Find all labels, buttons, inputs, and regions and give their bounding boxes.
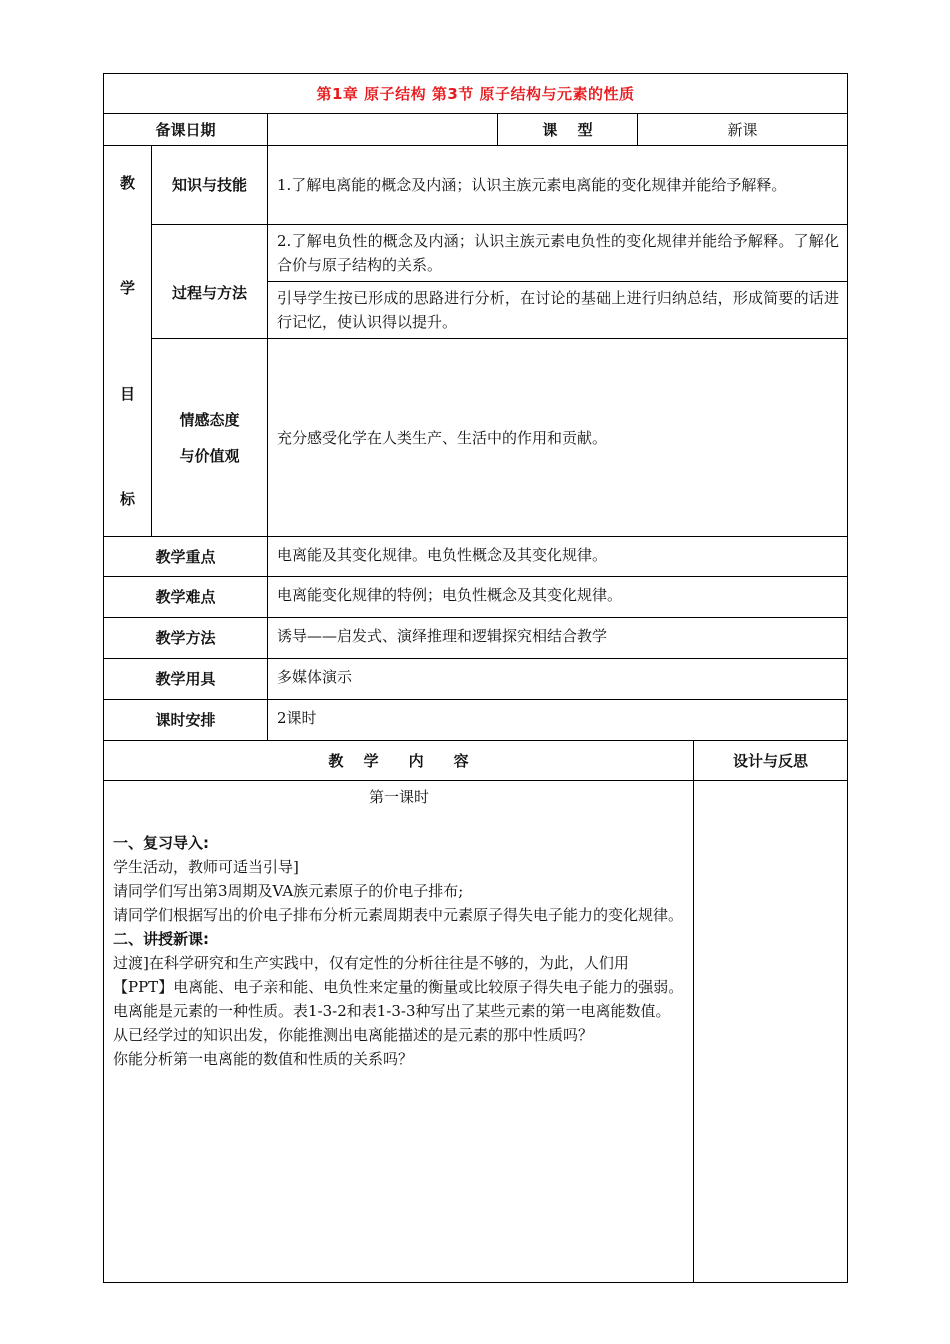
methods-label: 教学方法 [104,618,268,659]
content-body [104,781,694,1283]
emotion-label-line: 与价值观 [179,446,240,465]
lesson-plan-table [103,73,848,1283]
paragraph: 请同学们写出第3周期及VA族元素原子的价电子排布; [113,882,464,900]
tools-value: 多媒体演示 [268,659,848,700]
process-text: 引导学生按已形成的思路进行分析，在讨论的基础上进行归纳总结，形成简要的话进行记忆，使认识得以提升。 [268,282,848,339]
paragraph: 请同学们根据写出的价电子排布分析元素周期表中元素原子得失电子能力的变化规律。 [113,906,684,924]
lesson-type-value: 新课 [638,114,848,146]
difficulties-value: 电离能变化规律的特例；电负性概念及其变化规律。 [268,577,848,618]
reflection-header: 设计与反思 [694,741,848,781]
paragraph: 电离能是元素的一种性质。表1-3-2和表1-3-3种写出了某些元素的第一电离能数值。从已经学过的知识出发，你能推测出电离能描述的是元素的那中性质吗？ [113,1002,671,1044]
key-points-value: 电离能及其变化规律。电负性概念及其变化规律。 [268,537,848,577]
prep-date-value [268,114,498,146]
section-heading: 一、复习导入: [113,834,209,852]
knowledge-text-1: 1.了解电离能的概念及内涵；认识主族元素电离能的变化规律并能给予解释。 [268,146,848,225]
emotion-text: 充分感受化学在人类生产、生活中的作用和贡献。 [268,339,848,537]
lesson-plan [103,73,847,1283]
emotion-label-line: 情感态度 [179,410,240,429]
paragraph: 过渡]在科学研究和生产实践中，仅有定性的分析往往是不够的，为此，人们用 [113,954,629,972]
methods-value: 诱导——启发式、演绎推理和逻辑探究相结合教学 [268,618,848,659]
process-label: 过程与方法 [152,225,268,339]
reflection-body [694,781,848,1283]
difficulties-label: 教学难点 [104,577,268,618]
prep-date-label: 备课日期 [104,114,268,146]
schedule-label: 课时安排 [104,700,268,741]
side-char: 标 [119,489,135,508]
knowledge-label: 知识与技能 [152,146,268,225]
paragraph: 学生活动，教师可适当引导] [113,858,299,876]
knowledge-text-2: 2.了解电负性的概念及内涵；认识主族元素电负性的变化规律并能给予解释。了解化合价与原子结构的关系。 [268,225,848,282]
paragraph: 【PPT】电离能、电子亲和能、电负性来定量的衡量或比较原子得失电子能力的强弱。 [113,978,684,996]
schedule-value: 2课时 [268,700,848,741]
page-title: 第1章 原子结构 第3节 原子结构与元素的性质 [104,74,848,114]
content-header: 教 学 内 容 [104,741,694,781]
side-char: 学 [119,279,135,298]
lesson-type-label: 课 型 [498,114,638,146]
paragraph: 你能分析第一电离能的数值和性质的关系吗？ [113,1050,414,1068]
section-heading: 二、讲授新课: [113,930,209,948]
emotion-label [152,339,268,537]
tools-label: 教学用具 [104,659,268,700]
side-char: 教 [119,174,135,192]
key-points-label: 教学重点 [104,537,268,577]
session-title: 第一课时 [368,788,429,806]
objectives-side-label [104,146,152,537]
side-char: 目 [119,384,135,403]
